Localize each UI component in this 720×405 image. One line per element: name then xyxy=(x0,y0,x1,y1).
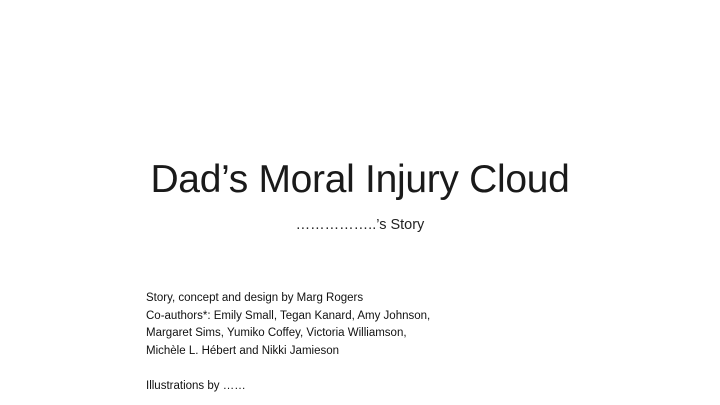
credits-story-line: Story, concept and design by Marg Rogers xyxy=(146,292,364,304)
credits-spacer xyxy=(146,360,626,378)
credits-block xyxy=(146,290,626,396)
credits-coauthors-line-3: Michèle L. Hébert and Nikki Jamieson xyxy=(146,344,340,357)
credits-coauthors-line: Co-authors*: Emily Small, Tegan Kanard, Amy Johnson, xyxy=(146,309,431,322)
credits-coauthors-line-2: Margaret Sims, Yumiko Coffey, Victoria Williamson, xyxy=(146,327,407,340)
slide-title: Dad’s Moral Injury Cloud xyxy=(150,158,570,201)
credits-illustrations-line: Illustrations by …… xyxy=(146,379,246,392)
slide-subtitle: ……………..’s Story xyxy=(295,217,425,233)
